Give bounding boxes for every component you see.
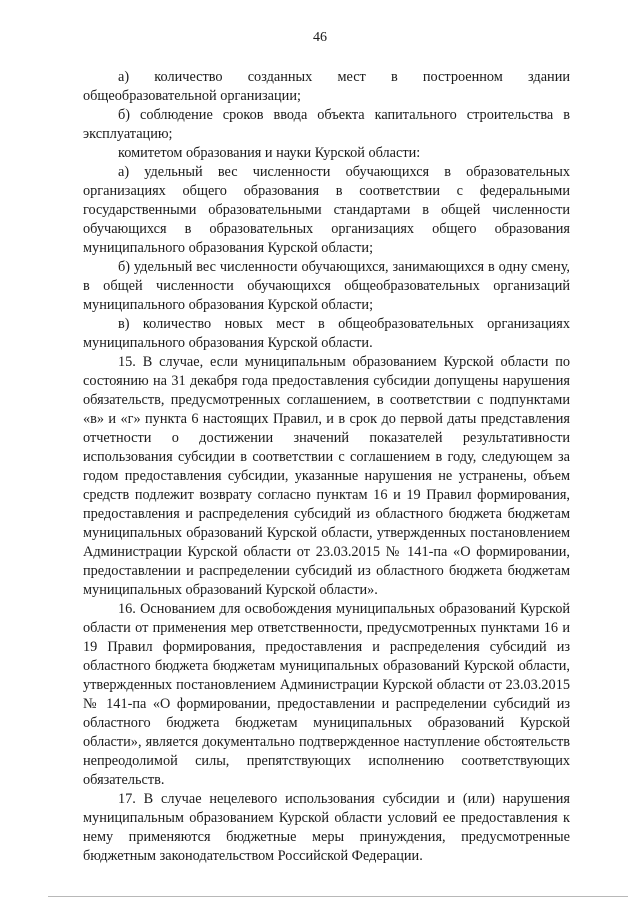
paragraph: комитетом образования и науки Курской области: <box>118 145 421 161</box>
paragraph: в) количество новых мест в общеобразовательных организациях муниципального образования Курской области. <box>83 316 570 351</box>
document-body <box>83 68 570 866</box>
paragraph: 16. Основанием для освобождения муниципальных образований Курской области от применения мер ответственности, предусмотренных пунктами 16 и 19 Правил формирования, предоставления и распределения субсидий из областного бюджета бюджетам муниципальных образований Курской области, утвержденных постановлением Администрации Курской области от 23.03.2015 № 141-па «О формировании, предоставлении и распределении субсидий из областного бюджета бюджетам муниципальных образований Курской области», является документально подтвержденное наступление обстоятельств непреодолимой силы, препятствующих исполнению соответствующих обязательств. <box>83 601 570 788</box>
page-number: 46 <box>313 30 327 45</box>
paragraph: б) удельный вес численности обучающихся, занимающихся в одну смену, в общей численности обучающихся общеобразовательных организаций муниципального образования Курской области; <box>83 259 570 313</box>
paragraph: б) соблюдение сроков ввода объекта капитального строительства в эксплуатацию; <box>83 107 570 142</box>
paragraph: 15. В случае, если муниципальным образованием Курской области по состоянию на 31 декабря года предоставления субсидии допущены нарушения обязательств, предусмотренных соглашением, в соответствии с подпунктами «в» и «г» пункта 6 настоящих Правил, и в срок до первой даты представления отчетности о достижении значений показателей результативности использования субсидии в соответствии с соглашением в году, следующем за годом предоставления субсидии, указанные нарушения не устранены, объем средств подлежит возврату согласно пунктам 16 и 19 Правил формирования, предоставления и распределения субсидий из областного бюджета бюджетам муниципальных образований Курской области, утвержденных постановлением Администрации Курской области от 23.03.2015 № 141-па «О формировании, предоставлении и распределении субсидий из областного бюджета бюджетам муниципальных образований Курской области». <box>83 354 570 598</box>
paragraph: 17. В случае нецелевого использования субсидии и (или) нарушения муниципальным образованием Курской области условий ее предоставления к нему применяются бюджетные меры принуждения, предусмотренные бюджетным законодательством Российской Федерации. <box>83 791 570 864</box>
paragraph: а) удельный вес численности обучающихся в образовательных организациях общего образования в соответствии с федеральными государственными образовательными стандартами в общей численности обучающихся в образовательных организациях общего образования муниципального образования Курской области; <box>83 164 570 256</box>
scan-bottom-edge <box>48 896 628 897</box>
paragraph: а) количество созданных мест в построенном здании общеобразовательной организации; <box>83 69 570 104</box>
